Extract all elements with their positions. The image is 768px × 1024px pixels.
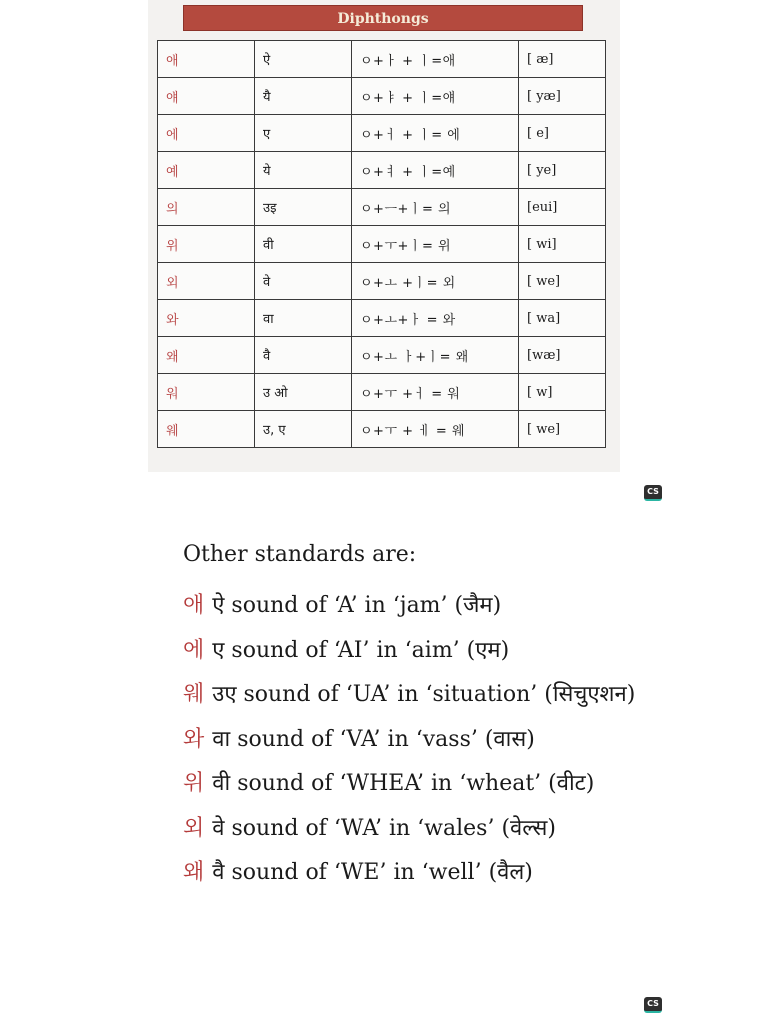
hindi-cell: उइ [255,189,352,226]
section-heading: Other standards are: [183,542,417,567]
korean-cell: 위 [158,226,255,263]
diphthongs-table [157,40,606,448]
ipa-cell: [ wi] [519,226,606,263]
korean-letter: 왜 [183,860,205,885]
korean-cell: 왜 [158,337,255,374]
korean-cell: 에 [158,115,255,152]
hindi-cell: वे [255,263,352,300]
hindi-cell: उ ओ [255,374,352,411]
formula-cell: ㅇ+ㅜ+ㅣ= 위 [352,226,519,263]
list-item [183,807,635,852]
korean-cell: 애 [158,41,255,78]
hindi-cell: उ, ए [255,411,352,448]
ipa-cell: [ yæ] [519,78,606,115]
ipa-cell: [ w] [519,374,606,411]
list-item [183,851,635,896]
other-standards-section [183,540,635,896]
list-item [183,762,635,807]
ipa-cell: [ ye] [519,152,606,189]
korean-letter: 위 [183,771,205,796]
ipa-cell: [ we] [519,411,606,448]
korean-letter: 외 [183,815,205,841]
ipa-cell: [eui] [519,189,606,226]
table-row [158,337,606,374]
hindi-cell: वा [255,300,352,337]
korean-letter: 와 [183,726,205,752]
hindi-cell: ये [255,152,352,189]
korean-cell: 예 [158,152,255,189]
hindi-cell: वी [255,226,352,263]
table-row [158,152,606,189]
formula-cell: ㅇ+ㅓ + ㅣ= 에 [352,115,519,152]
table-row [158,41,606,78]
table-row [158,263,606,300]
table-row [158,411,606,448]
table-row [158,115,606,152]
hindi-cell: ए [255,115,352,152]
formula-cell: ㅇ+ㅜ +ㅓ = 워 [352,374,519,411]
list-item [183,584,635,629]
korean-cell: 워 [158,374,255,411]
hindi-cell: यै [255,78,352,115]
formula-cell: ㅇ+ㅗ ㅏ+ㅣ= 왜 [352,337,519,374]
ipa-cell: [ æ] [519,41,606,78]
korean-letter: 애 [183,593,205,618]
camscanner-badge-icon: CS [644,997,662,1013]
table-row [158,189,606,226]
list-item [183,718,635,763]
formula-cell: ㅇ+ㅕ + ㅣ=예 [352,152,519,189]
korean-letter: 에 [183,637,205,663]
sound-description: ऐ sound of ‘A’ in ‘jam’ (जैम) [212,593,502,618]
sound-description: वा sound of ‘VA’ in ‘vass’ (वास) [212,726,535,752]
korean-cell: 의 [158,189,255,226]
camscanner-badge-icon: CS [644,485,662,501]
ipa-cell: [ we] [519,263,606,300]
ipa-cell: [ e] [519,115,606,152]
korean-cell: 웨 [158,411,255,448]
list-item [183,673,635,718]
formula-cell: ㅇ+ㅜ + ㅔ = 웨 [352,411,519,448]
korean-cell: 와 [158,300,255,337]
table-row [158,300,606,337]
table-row [158,374,606,411]
sound-description: वै sound of ‘WE’ in ‘well’ (वैल) [212,860,533,885]
formula-cell: ㅇ+ㅡ+ㅣ= 의 [352,189,519,226]
formula-cell: ㅇ+ㅗ+ㅏ = 와 [352,300,519,337]
sound-description: वी sound of ‘WHEA’ in ‘wheat’ (वीट) [212,771,595,796]
diphthongs-header: Diphthongs [183,5,583,31]
korean-cell: 외 [158,263,255,300]
formula-cell: ㅇ+ㅏ + ㅣ=애 [352,41,519,78]
korean-letter: 웨 [183,682,205,707]
ipa-cell: [wæ] [519,337,606,374]
hindi-cell: ऐ [255,41,352,78]
table-row [158,226,606,263]
table-row [158,78,606,115]
hindi-cell: वै [255,337,352,374]
list-item [183,629,635,674]
formula-cell: ㅇ+ㅑ + ㅣ=얘 [352,78,519,115]
sound-description: वे sound of ‘WA’ in ‘wales’ (वेल्स) [212,815,556,841]
sound-description: उए sound of ‘UA’ in ‘situation’ (सिचुएशन) [212,682,636,707]
korean-cell: 얘 [158,78,255,115]
formula-cell: ㅇ+ㅗ +ㅣ= 외 [352,263,519,300]
ipa-cell: [ wa] [519,300,606,337]
sound-description: ए sound of ‘AI’ in ‘aim’ (एम) [212,637,510,663]
